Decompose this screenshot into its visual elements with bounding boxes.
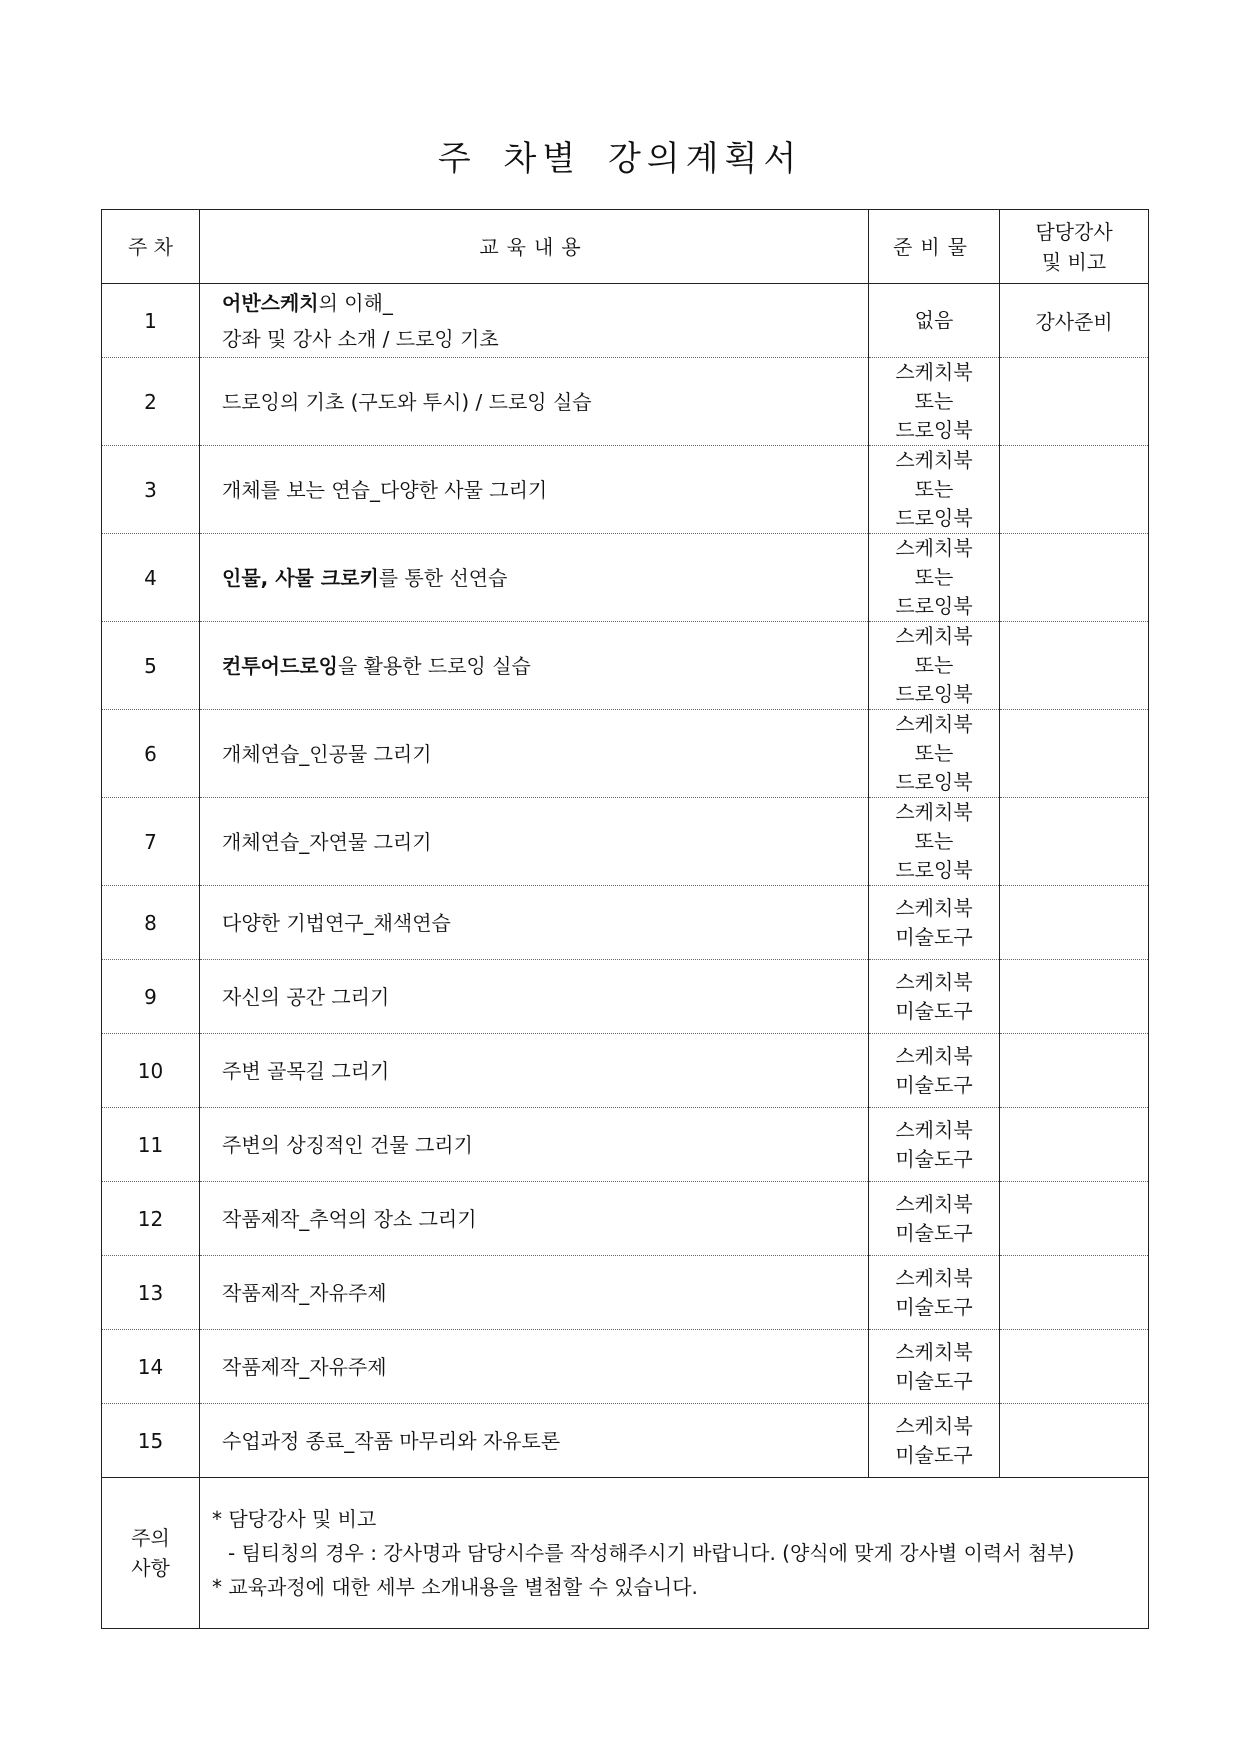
- supplies: 스케치북 또는 드로잉북: [869, 622, 1000, 710]
- supplies: 없음: [869, 284, 1000, 358]
- lesson-content: 주변의 상징적인 건물 그리기: [200, 1108, 869, 1182]
- table-row: [102, 1256, 1149, 1330]
- table-row: [102, 1330, 1149, 1404]
- table-row: [102, 284, 1149, 358]
- lesson-content: 어반스케치의 이해_ 강좌 및 강사 소개 / 드로잉 기초: [200, 284, 869, 358]
- table-row: [102, 622, 1149, 710]
- supplies: 스케치북 미술도구: [869, 1108, 1000, 1182]
- table-header-row: [102, 210, 1149, 284]
- table-row: [102, 358, 1149, 446]
- table-row: [102, 1404, 1149, 1478]
- lesson-content: 드로잉의 기초 (구도와 투시) / 드로잉 실습: [200, 358, 869, 446]
- supplies: 스케치북 또는 드로잉북: [869, 534, 1000, 622]
- lesson-content: 컨투어드로잉을 활용한 드로잉 실습: [200, 622, 869, 710]
- week-number: 6: [102, 710, 200, 798]
- week-number: 11: [102, 1108, 200, 1182]
- week-number: 3: [102, 446, 200, 534]
- supplies: 스케치북 미술도구: [869, 1182, 1000, 1256]
- header-week: 주 차: [102, 210, 200, 284]
- instructor-note: [1000, 1330, 1149, 1404]
- week-number: 12: [102, 1182, 200, 1256]
- lesson-content: 인물, 사물 크로키를 통한 선연습: [200, 534, 869, 622]
- instructor-note: [1000, 1108, 1149, 1182]
- lesson-content: 개체연습_인공물 그리기: [200, 710, 869, 798]
- week-number: 13: [102, 1256, 200, 1330]
- table-row: [102, 446, 1149, 534]
- instructor-note: [1000, 1034, 1149, 1108]
- table-row: [102, 1034, 1149, 1108]
- instructor-note: [1000, 710, 1149, 798]
- lesson-content: 다양한 기법연구_채색연습: [200, 886, 869, 960]
- header-content: 교육내용: [200, 210, 869, 284]
- instructor-note: [1000, 1404, 1149, 1478]
- week-number: 1: [102, 284, 200, 358]
- lesson-content: 작품제작_자유주제: [200, 1256, 869, 1330]
- note-line: * 교육과정에 대한 세부 소개내용을 별첨할 수 있습니다.: [212, 1575, 698, 1599]
- week-number: 10: [102, 1034, 200, 1108]
- lesson-content: 작품제작_자유주제: [200, 1330, 869, 1404]
- lesson-content: 개체를 보는 연습_다양한 사물 그리기: [200, 446, 869, 534]
- instructor-note: [1000, 622, 1149, 710]
- week-number: 14: [102, 1330, 200, 1404]
- supplies: 스케치북 미술도구: [869, 1256, 1000, 1330]
- notes-row: [102, 1478, 1149, 1629]
- lesson-content: 작품제작_추억의 장소 그리기: [200, 1182, 869, 1256]
- supplies: 스케치북 또는 드로잉북: [869, 798, 1000, 886]
- lesson-content: 자신의 공간 그리기: [200, 960, 869, 1034]
- supplies: 스케치북 미술도구: [869, 1034, 1000, 1108]
- header-prep: 준비물: [869, 210, 1000, 284]
- week-number: 8: [102, 886, 200, 960]
- table-row: [102, 960, 1149, 1034]
- week-number: 7: [102, 798, 200, 886]
- lesson-content: 주변 골목길 그리기: [200, 1034, 869, 1108]
- instructor-note: [1000, 534, 1149, 622]
- week-number: 4: [102, 534, 200, 622]
- page-title: 주 차별 강의계획서: [437, 139, 803, 179]
- table-row: [102, 710, 1149, 798]
- table-row: [102, 1182, 1149, 1256]
- instructor-note: [1000, 1182, 1149, 1256]
- notes-body: [200, 1478, 1149, 1629]
- instructor-note: [1000, 358, 1149, 446]
- note-line: - 팀티칭의 경우 : 강사명과 담당시수를 작성해주시기 바랍니다. (양식에 맞게 강사별 이력서 첨부): [228, 1541, 1075, 1565]
- week-number: 9: [102, 960, 200, 1034]
- instructor-note: 강사준비: [1000, 284, 1149, 358]
- supplies: 스케치북 미술도구: [869, 1330, 1000, 1404]
- instructor-note: [1000, 446, 1149, 534]
- notes-label: 주의 사항: [102, 1478, 200, 1629]
- note-line: * 담당강사 및 비고: [212, 1507, 377, 1531]
- week-number: 15: [102, 1404, 200, 1478]
- table-row: [102, 534, 1149, 622]
- supplies: 스케치북 또는 드로잉북: [869, 710, 1000, 798]
- instructor-note: [1000, 1256, 1149, 1330]
- instructor-note: [1000, 886, 1149, 960]
- supplies: 스케치북 미술도구: [869, 886, 1000, 960]
- table-row: [102, 886, 1149, 960]
- instructor-note: [1000, 798, 1149, 886]
- lecture-plan-table: [101, 209, 1149, 1629]
- week-number: 2: [102, 358, 200, 446]
- lesson-content: 개체연습_자연물 그리기: [200, 798, 869, 886]
- header-instructor: 담당강사 및 비고: [1000, 210, 1149, 284]
- table-row: [102, 1108, 1149, 1182]
- week-number: 5: [102, 622, 200, 710]
- table-row: [102, 798, 1149, 886]
- supplies: 스케치북 또는 드로잉북: [869, 358, 1000, 446]
- instructor-note: [1000, 960, 1149, 1034]
- supplies: 스케치북 미술도구: [869, 960, 1000, 1034]
- supplies: 스케치북 미술도구: [869, 1404, 1000, 1478]
- supplies: 스케치북 또는 드로잉북: [869, 446, 1000, 534]
- lesson-content: 수업과정 종료_작품 마무리와 자유토론: [200, 1404, 869, 1478]
